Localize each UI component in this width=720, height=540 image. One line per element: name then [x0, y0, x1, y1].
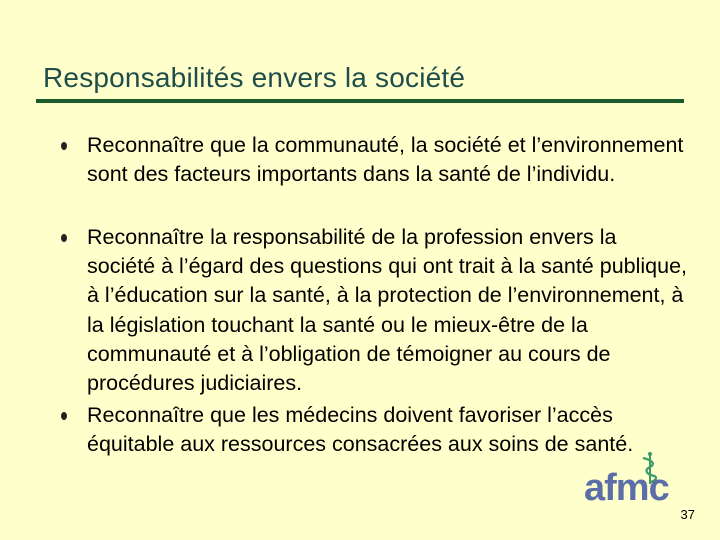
title-divider: [36, 99, 684, 103]
logo-wordmark: afmc: [584, 467, 669, 509]
bullet-dot: [61, 234, 67, 242]
afmc-logo: [580, 450, 700, 512]
bullet-item: Reconnaître que les médecins doivent favoriser l’accès équitable aux ressources consacrées aux soins de santé.: [87, 403, 634, 457]
page-number: 37: [680, 507, 695, 522]
bullet-dot: [61, 142, 67, 150]
bullet-dot: [61, 412, 67, 420]
bullet-item: Reconnaître que la communauté, la société et l’environnement sont des facteurs importants dans la santé de l’individu.: [87, 133, 684, 187]
bullet-item: Reconnaître la responsabilité de la profession envers la société à l’égard des questions qui ont trait à la santé publique, à l’éducation sur la santé, à la protection de l’environnement, à la législation touchant la santé ou le mieux-être de la communauté et à l’obligation de témoigner au cours de procédures judiciaires.: [87, 225, 688, 396]
slide-title: Responsabilités envers la société: [43, 62, 466, 93]
